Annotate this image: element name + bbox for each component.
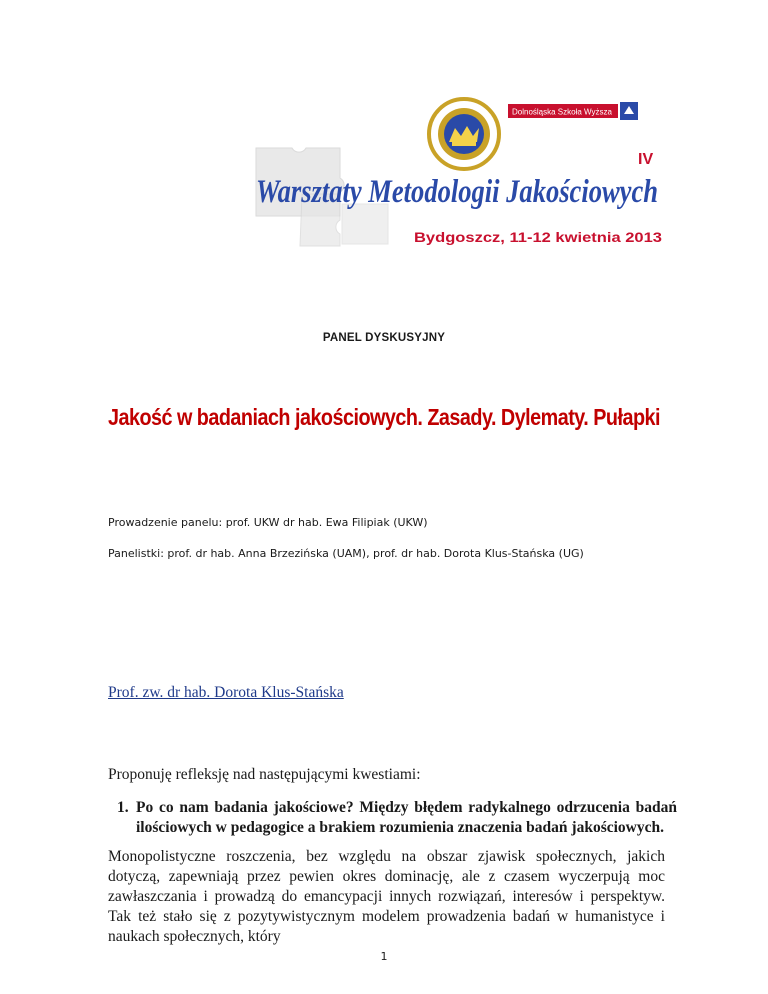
page-number: 1 [380,950,388,963]
body-paragraph: Monopolistyczne roszczenia, bez względu na obszar zjawisk społecznych, jakich dotyczą, zapewniają przez pewien okres dominację, ale z czasem wyczerpują moc zawłaszczania i prowadzą do emancypacji innych rozwiązań, interesów i perspektyw. Tak też stało się z pozytywistycznym modelem prowadzenia badań w humanistyce i naukach społecznych, który [108,848,665,945]
document-title: Jakość w badaniach jakościowych. Zasady. Dylematy. Pułapki [107,404,660,430]
event-title: Warsztaty Metodologii Jakościowych [256,174,658,210]
event-location-date: Bydgoszcz, 11-12 kwietnia 2013 [414,229,663,245]
school-name: Dolnośląska Szkoła Wyższa [512,107,612,117]
panelists-line: Panelistki: prof. dr hab. Anna Brzezińska (UAM), prof. dr hab. Dorota Klus-Stańska (UG) [108,547,584,560]
moderator-line: Prowadzenie panelu: prof. UKW dr hab. Ewa Filipiak (UKW) [108,516,428,529]
question-text: Po co nam badania jakościowe? Między błędem radykalnego odrzucenia badań ilościowych w pedagogice a brakiem rozumienia znaczenia badań jakościowych. [136,799,677,836]
conference-banner [246,96,672,248]
panel-label: PANEL DYSKUSYJNY [322,332,446,344]
edition-number: IV [638,151,654,168]
question-number: 1. [117,799,129,816]
university-seal-logo [429,99,499,169]
school-logo [508,102,638,120]
author-link[interactable]: Prof. zw. dr hab. Dorota Klus-Stańska [108,684,344,701]
intro-text: Proponuję refleksję nad następującymi kwestiami: [108,766,421,783]
question-item [117,798,677,838]
